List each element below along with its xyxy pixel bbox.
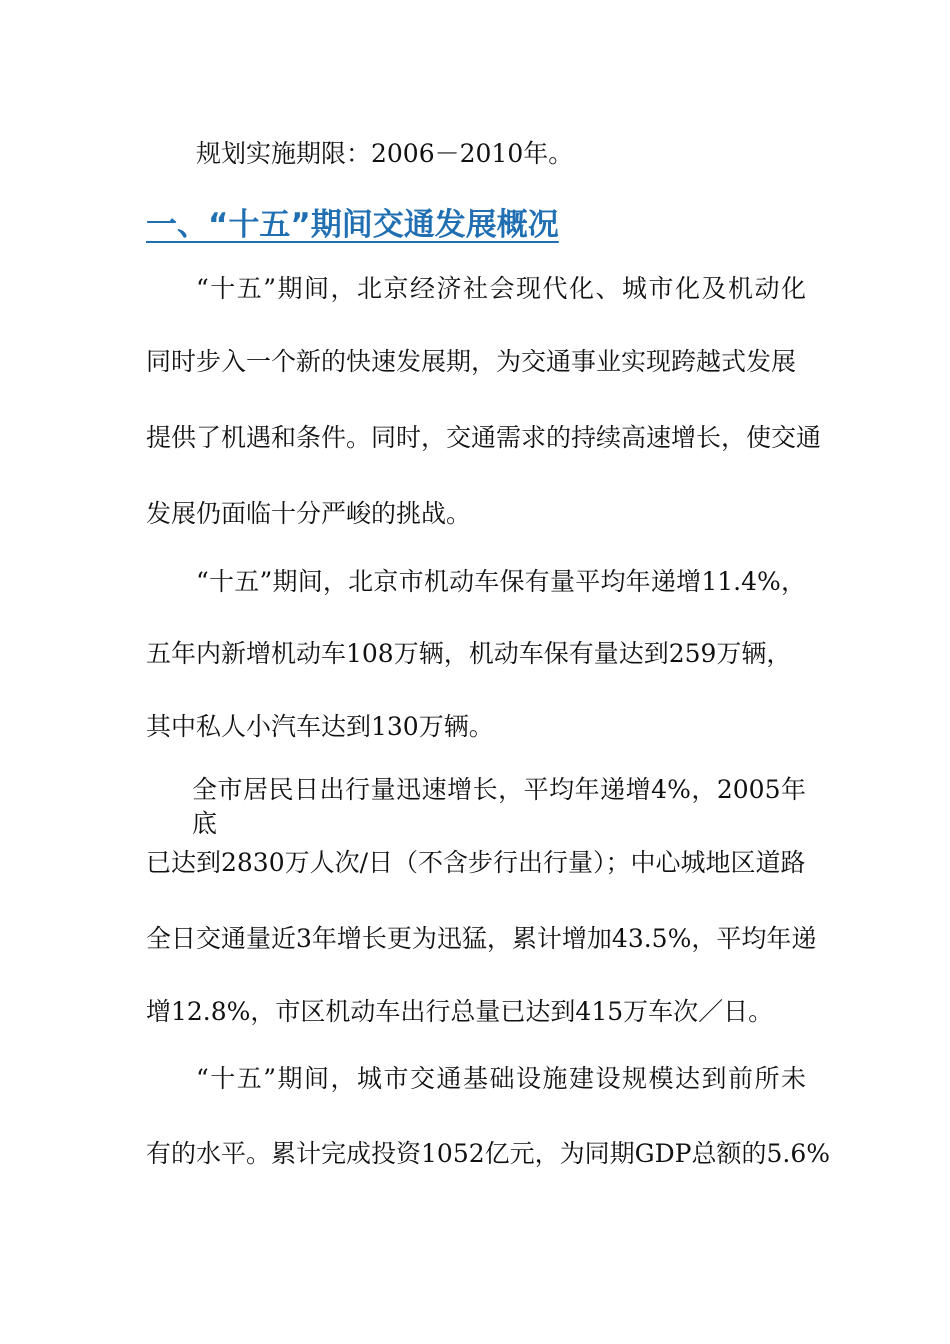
paragraph-3-line: 全市居民日出行量迅速增长，平均年递增4%，2005年底 xyxy=(192,775,806,838)
paragraph-3-line: 增12.8%，市区机动车出行总量已达到415万车次／日。 xyxy=(146,997,774,1026)
paragraph-2-line: “十五”期间，北京市机动车保有量平均年递增11.4%， xyxy=(196,567,806,596)
paragraph-3-line: 已达到2830万人次/日（不含步行出行量）；中心城地区道路 xyxy=(146,848,806,877)
paragraph-4-line: “十五”期间，城市交通基础设施建设规模达到前所未 xyxy=(196,1064,806,1093)
paragraph-1-line: 发展仍面临十分严峻的挑战。 xyxy=(146,499,472,528)
paragraph-4-line: 有的水平。累计完成投资1052亿元，为同期GDP总额的5.6% xyxy=(146,1139,830,1168)
section-heading: 一、“十五”期间交通发展概况 xyxy=(146,207,559,243)
paragraph-1-line: “十五”期间，北京经济社会现代化、城市化及机动化 xyxy=(196,274,806,303)
paragraph-1-line: 同时步入一个新的快速发展期，为交通事业实现跨越式发展 xyxy=(146,347,797,376)
paragraph-1-line: 提供了机遇和条件。同时，交通需求的持续高速增长，使交通 xyxy=(146,423,822,452)
paragraph-3-line: 全日交通量近3年增长更为迅猛，累计增加43.5%，平均年递 xyxy=(146,924,817,953)
paragraph-2-line: 其中私人小汽车达到130万辆。 xyxy=(146,712,494,741)
paragraph-2-line: 五年内新增机动车108万辆，机动车保有量达到259万辆， xyxy=(146,639,792,668)
intro-line: 规划实施期限：2006－2010年。 xyxy=(196,139,574,168)
